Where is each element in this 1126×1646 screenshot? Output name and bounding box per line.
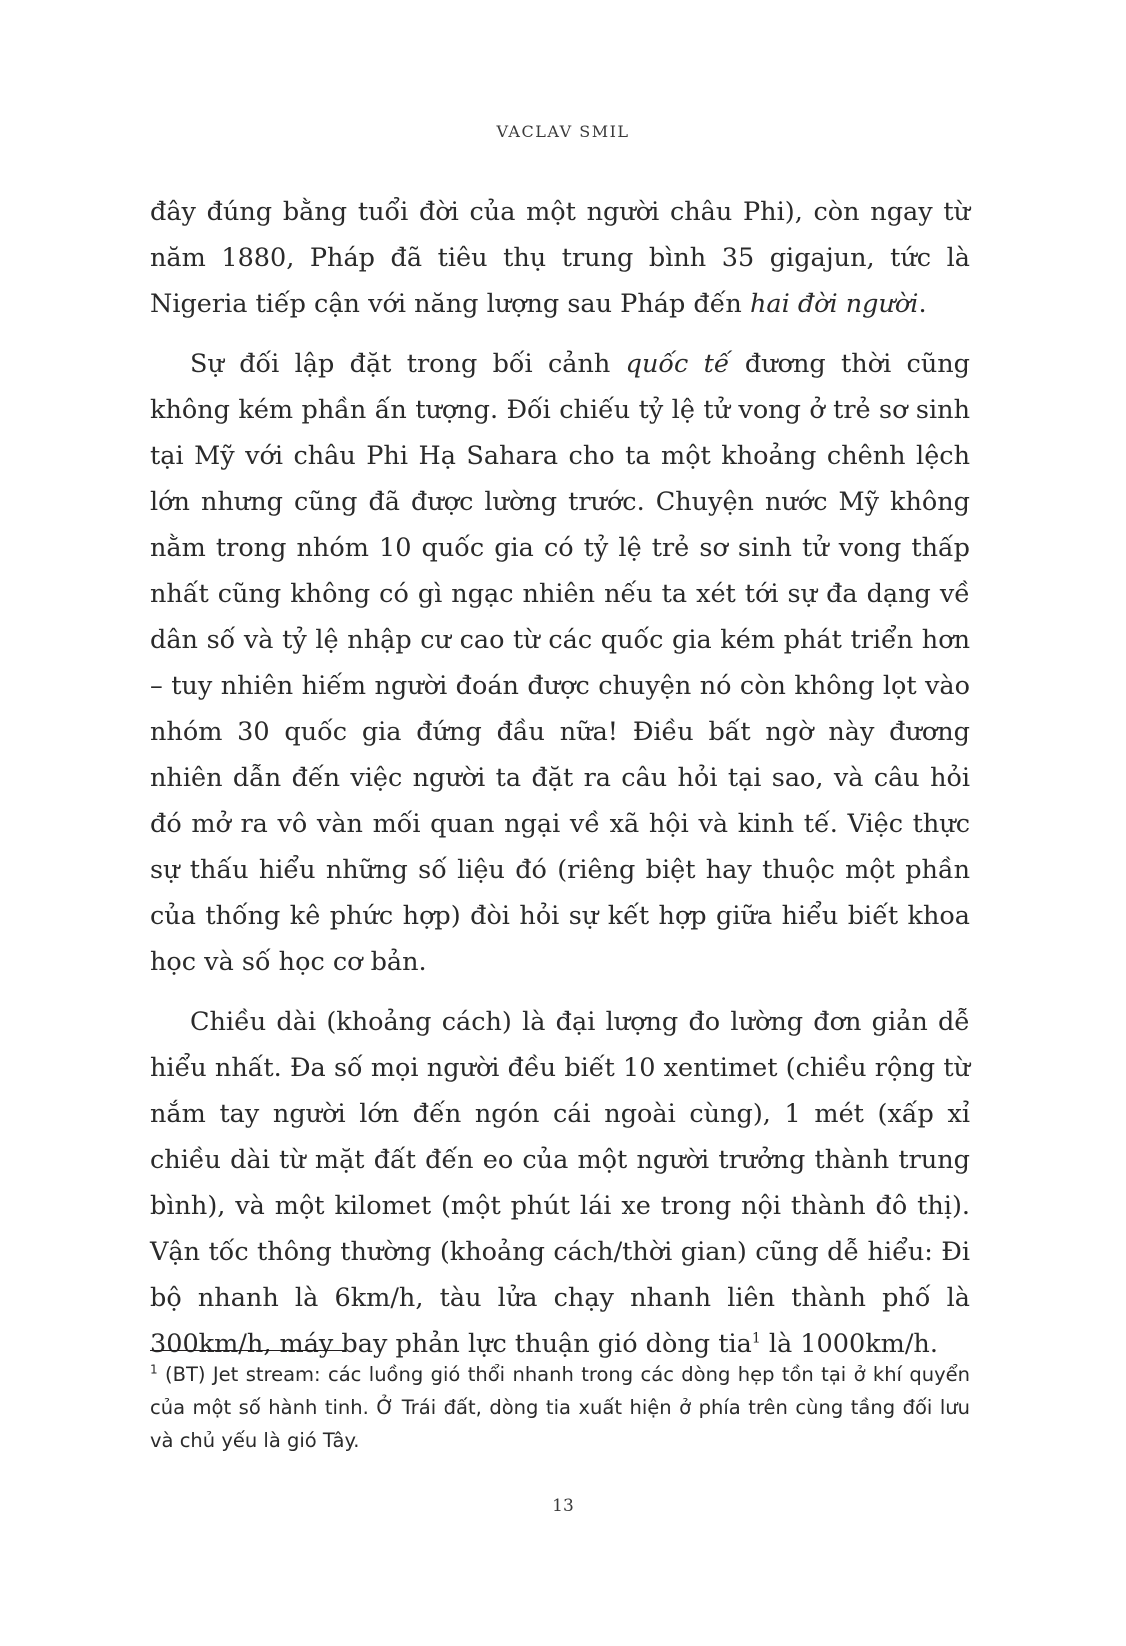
body-text [150, 189, 970, 1367]
paragraph-text: Chiều dài (khoảng cách) là đại lượng đo lường đơn giản dễ hiểu nhất. Đa số mọi người đều biết 10 xentimet (chiều rộng từ nắm tay người lớn đến ngón cái ngoài cùng), 1 mét (xấp xỉ chiều dài từ mặt đất đến eo của một người trưởng thành trung bình), và một kilomet (một phút lái xe trong nội thành đô thị). Vận tốc thông thường (khoảng cách/thời gian) cũng dễ hiểu: Đi bộ nhanh là 6km/h, tàu lửa chạy nhanh liên thành phố là 300km/h, máy bay phản lực thuận gió dòng tia [150, 1007, 970, 1359]
paragraph-text: . [918, 289, 927, 319]
footnote [150, 1358, 970, 1457]
footnote-text: (BT) Jet stream: các luồng gió thổi nhanh trong các dòng hẹp tồn tại ở khí quyển của một số hành tinh. Ở Trái đất, dòng tia xuất hiện ở phía trên cùng tầng đối lưu và chủ yếu là gió Tây. [150, 1363, 970, 1452]
running-head: VACLAV SMIL [496, 122, 630, 141]
italic-phrase: hai đời người [749, 289, 919, 319]
footnote-reference[interactable]: 1 [751, 1330, 761, 1347]
paragraph-1 [150, 189, 970, 327]
paragraph-text: đương thời cũng không kém phần ấn tượng. Đối chiếu tỷ lệ tử vong ở trẻ sơ sinh tại Mỹ với châu Phi Hạ Sahara cho ta một khoảng chênh lệch lớn nhưng cũng đã được lường trước. Chuyện nước Mỹ không nằm trong nhóm 10 quốc gia có tỷ lệ trẻ sơ sinh tử vong thấp nhất cũng không có gì ngạc nhiên nếu ta xét tới sự đa dạng về dân số và tỷ lệ nhập cư cao từ các quốc gia kém phát triển hơn – tuy nhiên hiếm người đoán được chuyện nó còn không lọt vào nhóm 30 quốc gia đứng đầu nữa! Điều bất ngờ này đương nhiên dẫn đến việc người ta đặt ra câu hỏi tại sao, và câu hỏi đó mở ra vô vàn mối quan ngại về xã hội và kinh tế. Việc thực sự thấu hiểu những số liệu đó (riêng biệt hay thuộc một phần của thống kê phức hợp) đòi hỏi sự kết hợp giữa hiểu biết khoa học và số học cơ bản. [150, 349, 970, 977]
paragraph-text: đây đúng bằng tuổi đời của một người châu Phi), còn ngay từ năm 1880, Pháp đã tiêu thụ trung bình 35 gigajun, tức là Nigeria tiếp cận với năng lượng sau Pháp đến [150, 197, 970, 319]
paragraph-3 [150, 999, 970, 1367]
italic-phrase: quốc tế [625, 349, 730, 379]
footnote-marker: 1 [150, 1362, 158, 1377]
page-number: 13 [552, 1496, 574, 1516]
paragraph-text: Sự đối lập đặt trong bối cảnh [190, 349, 626, 379]
paragraph-2 [150, 341, 970, 985]
paragraph-text: là 1000km/h. [760, 1329, 938, 1359]
footnote-divider [150, 1350, 346, 1351]
